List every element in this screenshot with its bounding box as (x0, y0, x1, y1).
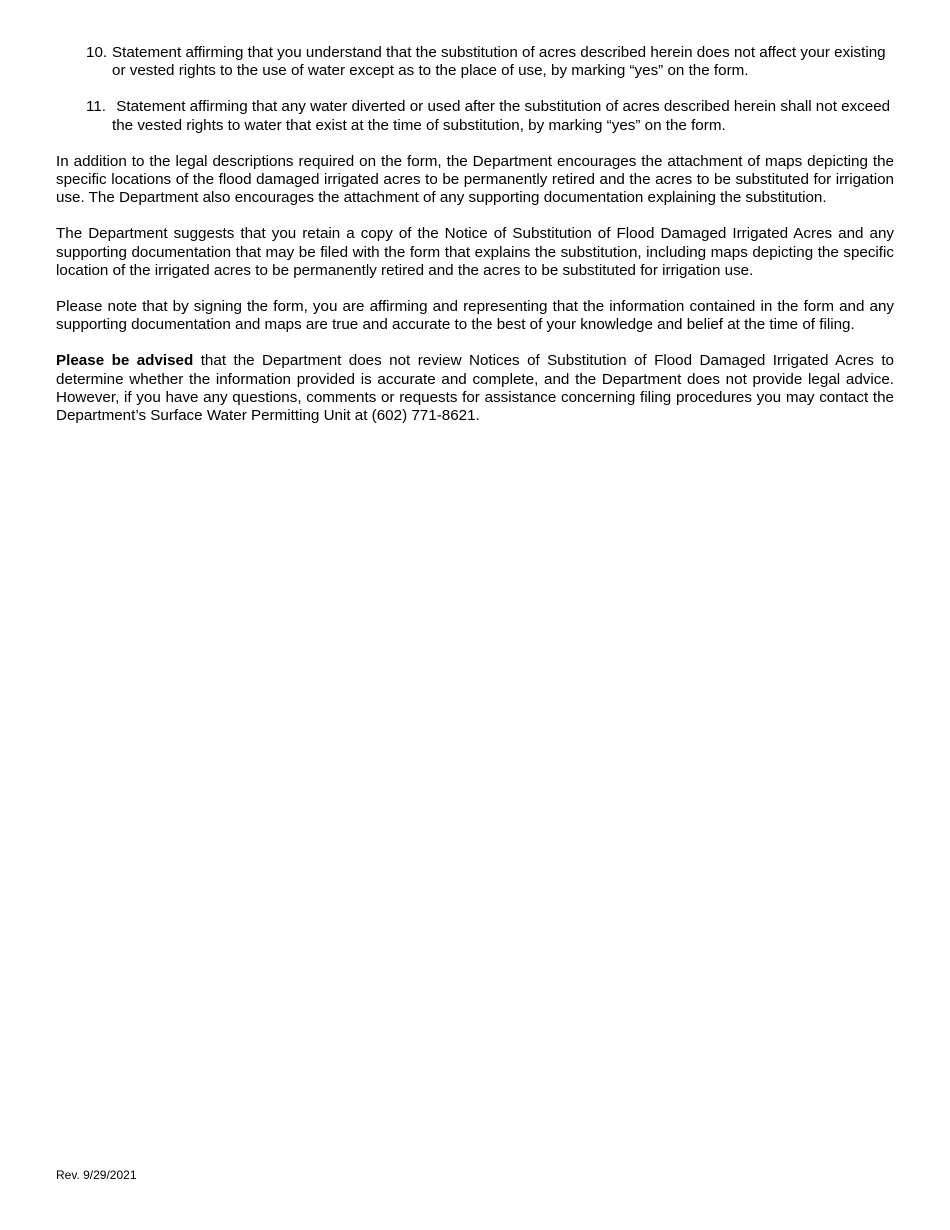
list-item (56, 44, 894, 80)
list-item-number: 11. (86, 98, 106, 116)
advised-text: that the Department does not review Notices of Substitution of Flood Damaged Irrigated Acres to determine whether the information provided is accurate and complete, and the Department does not provide legal advice. However, if you have any questions, comments or requests for assistance concerning filing procedures you may contact the Department’s Surface Water Permitting Unit at (602) 771-8621. (56, 352, 894, 425)
list-item (56, 98, 894, 134)
list-item-number: 10. (86, 44, 108, 61)
maps-paragraph: In addition to the legal descriptions required on the form, the Department encourages the attachment of maps depicting the specific locations of the flood damaged irrigated acres to be permanently retired and the acres to be substituted for irrigation use. The Department also encourages the attachment of any supporting documentation explaining the substitution. (56, 152, 894, 207)
advised-paragraph (56, 352, 894, 425)
signing-paragraph: Please note that by signing the form, you are affirming and representing that the information contained in the form and any supporting documentation and maps are true and accurate to the best of your knowledge and belief at the time of filing. (56, 298, 894, 334)
document-page (56, 44, 894, 443)
list-item-text: Statement affirming that any water diverted or used after the substitution of acres described herein shall not exceed the vested rights to water that exist at the time of substitution, by marking “yes” on the form. (112, 98, 895, 134)
advised-lead-in: Please be advised (56, 352, 194, 370)
numbered-list (56, 44, 894, 135)
revision-date: Rev. 9/29/2021 (56, 1168, 137, 1182)
retain-copy-paragraph: The Department suggests that you retain a copy of the Notice of Substitution of Flood Damaged Irrigated Acres and any supporting documentation that may be filed with the form that explains the substitution, including maps depicting the specific location of the irrigated acres to be permanently retired and the acres to be substituted for irrigation use. (56, 225, 894, 279)
list-item-text: Statement affirming that you understand that the substitution of acres described herein does not affect your existing or vested rights to the use of water except as to the place of use, by marking “yes” on the form. (112, 44, 886, 80)
